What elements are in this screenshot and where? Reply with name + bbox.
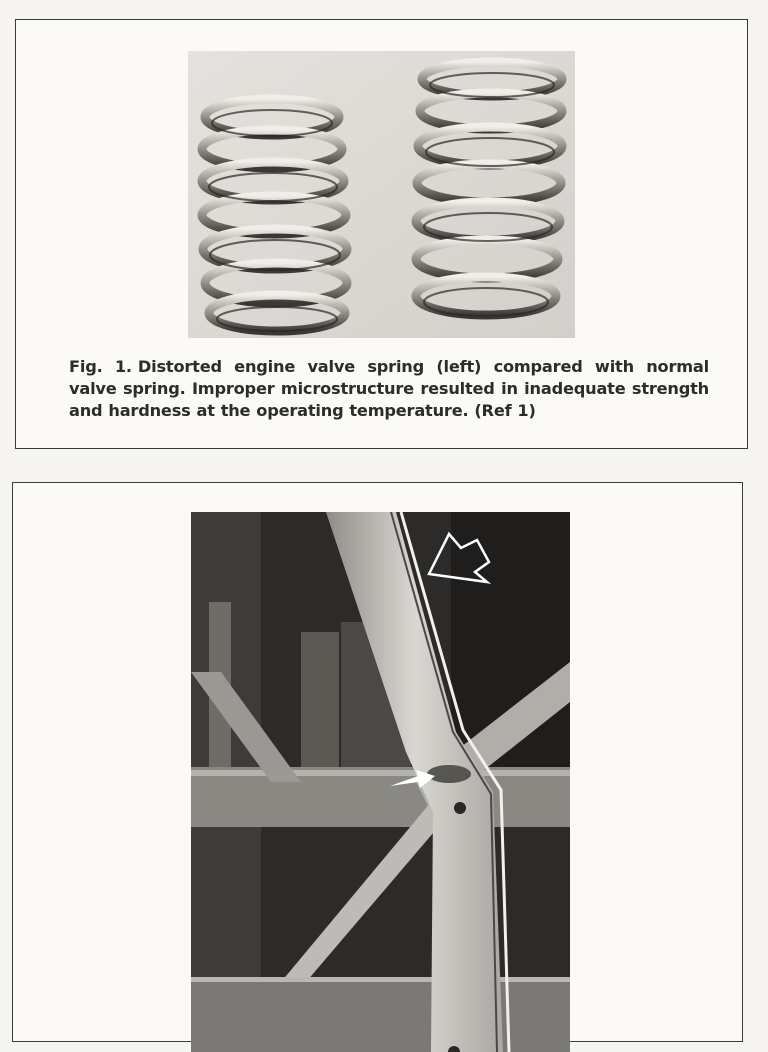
figure-2	[12, 482, 743, 1042]
figure-1-label: Fig. 1.	[69, 357, 132, 376]
figure-1-caption	[69, 356, 709, 422]
figure-1	[15, 19, 748, 449]
figure-1-caption-text: Distorted engine valve spring (left) compared with normal valve spring. Improper microstructure resulted in inadequate strength and hardness at the operating temperature. (Ref 1)	[69, 357, 709, 420]
bent-frame-photo	[191, 512, 570, 1052]
valve-springs-photo	[188, 51, 575, 338]
